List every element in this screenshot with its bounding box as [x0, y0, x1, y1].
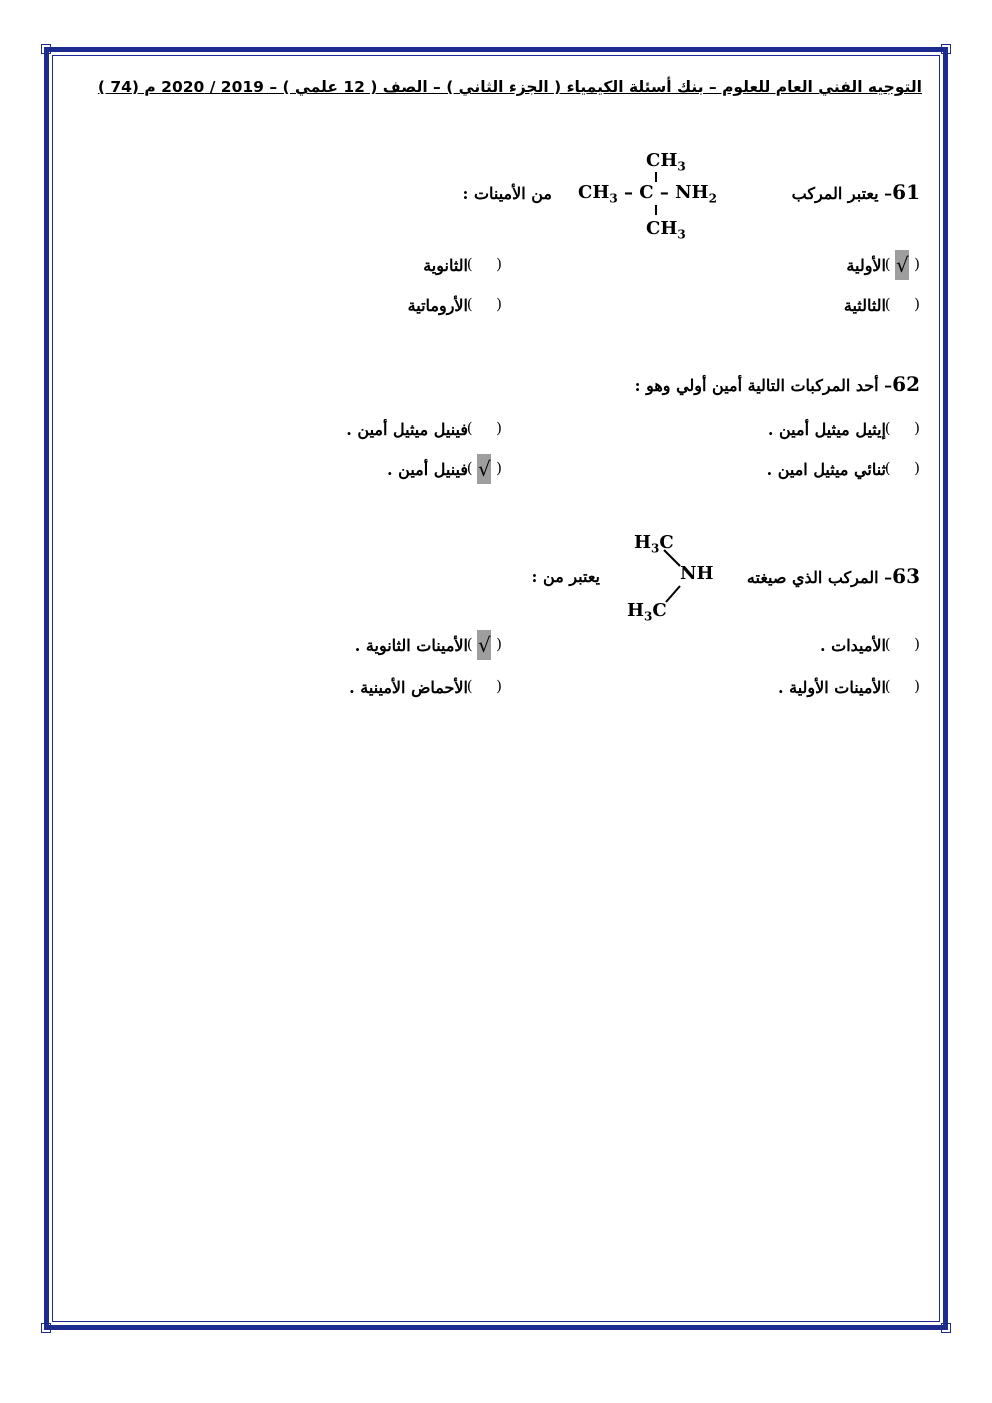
formula-bottom-group: $CH_3$ — [646, 218, 686, 242]
check-mark — [477, 414, 491, 444]
question-63: 63– المركب الذي صيغته — [746, 564, 920, 588]
answer-box[interactable]: ( √ ) — [474, 630, 502, 660]
option-61-c[interactable] — [844, 290, 920, 320]
answer-box[interactable]: ( √ ) — [892, 250, 920, 280]
answer-box[interactable]: ( ) — [474, 250, 502, 280]
check-mark: √ — [477, 454, 491, 484]
formula-bottom-group: $H_3C$ — [627, 600, 667, 624]
check-mark — [895, 290, 909, 320]
option-63-b[interactable] — [355, 630, 502, 660]
question-62: 62– أحد المركبات التالية أمين أولي وهو : — [634, 372, 920, 396]
answer-box[interactable]: ( ) — [892, 630, 920, 660]
border-corner — [941, 1323, 951, 1333]
question-number: 61 — [892, 180, 920, 204]
option-label: الأروماتية — [407, 295, 468, 315]
formula-top-group: $H_3C$ — [634, 532, 674, 556]
option-62-b[interactable] — [346, 414, 502, 444]
option-62-a[interactable] — [768, 414, 920, 444]
answer-box[interactable]: ( ) — [892, 290, 920, 320]
question-prompt: المركب الذي صيغته — [746, 568, 879, 587]
option-label: الأمينات الثانوية . — [354, 635, 468, 655]
question-63-prompt-after: يعتبر من : — [531, 567, 600, 586]
answer-box[interactable]: ( ) — [892, 454, 920, 484]
check-mark — [477, 250, 491, 280]
option-label: الأولية — [846, 255, 886, 275]
option-label: الأميدات . — [819, 635, 886, 655]
question-61: 61– يعتبر المركب — [791, 180, 920, 204]
formula-middle-group: NH — [680, 563, 714, 584]
question-number: 62 — [892, 372, 920, 396]
check-mark: √ — [477, 630, 491, 660]
check-mark: √ — [895, 250, 909, 280]
answer-box[interactable]: ( ) — [474, 672, 502, 702]
check-mark — [895, 454, 909, 484]
option-62-d[interactable] — [387, 454, 502, 484]
answer-box[interactable]: ( ) — [892, 414, 920, 444]
check-mark — [895, 414, 909, 444]
option-63-d[interactable] — [349, 672, 502, 702]
option-label: الثانوية — [423, 255, 468, 275]
check-mark — [477, 672, 491, 702]
page-header: التوجيه الفني العام للعلوم – بنك أسئلة الكيمياء ( الجزء الثاني ) – الصف ( 12 علمي ) – 2019 / 2020 م (74 ) — [97, 78, 922, 96]
question-number: 63 — [892, 564, 920, 588]
border-corner — [41, 1323, 51, 1333]
border-corner — [941, 44, 951, 54]
question-61-prompt-after: من الأمينات : — [462, 184, 552, 203]
question-prompt: يعتبر المركب — [791, 184, 879, 203]
option-62-c[interactable] — [767, 454, 920, 484]
option-label: ثنائي ميثيل امين . — [766, 459, 886, 479]
option-label: الأمينات الأولية . — [777, 677, 886, 697]
option-61-a[interactable] — [846, 250, 920, 280]
border-corner — [41, 44, 51, 54]
option-63-a[interactable] — [820, 630, 920, 660]
formula-top-group: $CH_3$ — [646, 150, 686, 174]
option-label: إيثيل ميثيل أمين . — [767, 419, 886, 439]
formula-main-chain: $CH_3$ – C – $NH_2$ — [578, 182, 717, 206]
option-label: فينيل أمين . — [387, 459, 468, 479]
question-prompt: أحد المركبات التالية أمين أولي وهو : — [634, 376, 879, 395]
option-label: الثالثية — [843, 295, 886, 315]
answer-box[interactable]: ( √ ) — [474, 454, 502, 484]
option-61-d[interactable] — [408, 290, 502, 320]
check-mark — [477, 290, 491, 320]
bond-line — [655, 205, 657, 215]
answer-box[interactable]: ( ) — [474, 290, 502, 320]
option-label: الأحماض الأمينية . — [349, 677, 468, 697]
answer-box[interactable]: ( ) — [474, 414, 502, 444]
option-label: فينيل ميثيل أمين . — [346, 419, 468, 439]
answer-box[interactable]: ( ) — [892, 672, 920, 702]
check-mark — [895, 630, 909, 660]
option-63-c[interactable] — [778, 672, 920, 702]
bond-line — [655, 172, 657, 182]
check-mark — [895, 672, 909, 702]
option-61-b[interactable] — [423, 250, 502, 280]
